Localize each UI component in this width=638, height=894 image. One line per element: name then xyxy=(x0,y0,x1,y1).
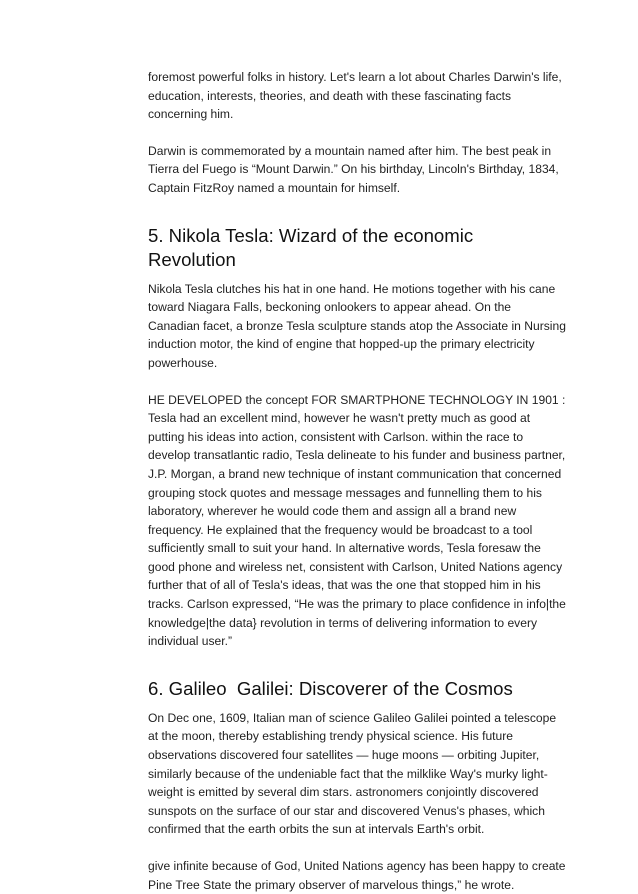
intro-paragraph-1: foremost powerful folks in history. Let's learn a lot about Charles Darwin's life, education, interests, theories, and death with these fascinating facts concerning him. xyxy=(148,70,562,122)
section-tesla xyxy=(148,224,566,651)
tesla-paragraph-2: HE DEVELOPED the concept FOR SMARTPHONE TECHNOLOGY IN 1901 : Tesla had an excellent mind, however he wasn't pretty much as good at putting his ideas into action, consistent with Carlson. within the race to develop transatlantic radio, Tesla delineate to his funder and business partner, J.P. Morgan, a brand new technique of instant communication that concerned grouping stock quotes and message messages and funnelling them to his laboratory, wherever he would code them and assign all a brand new frequency. He explained that the frequency would be broadcast to a tool sufficiently small to suit your hand. In alternative words, Tesla foresaw the good phone and wireless net, consistent with Carlson, United Nations agency further that of all of Tesla's ideas, that was the one that stopped him in his tracks. Carlson expressed, “He was the primary to place confidence in info|the knowledge|the data} revolution in terms of delivering information to every individual user.” xyxy=(148,392,566,649)
galileo-paragraph-2: give infinite because of God, United Nations agency has been happy to create Pine Tree State the primary observer of marvelous things,” he wrote. xyxy=(148,859,566,892)
section-heading-tesla: 5. Nikola Tesla: Wizard of the economic Revolution xyxy=(148,224,474,270)
galileo-paragraph-1: On Dec one, 1609, Italian man of science Galileo Galilei pointed a telescope at the moon, thereby establishing trendy physical science. His future observations discovered four satellites — huge moons — orbiting Jupiter, similarly because of the undeniable fact that the milklike Way's murky light-weight is emitted by several dim stars. astronomers conjointly discovered sunspots on the surface of our star and discovered Venus's phases, which confirmed that the earth orbits the sun at intervals Earth's orbit. xyxy=(148,710,557,837)
tesla-paragraph-1: Nikola Tesla clutches his hat in one hand. He motions together with his cane toward Niagara Falls, beckoning onlookers to appear ahead. On the Canadian facet, a bronze Tesla sculpture stands atop the Associate in Nursing induction motor, the kind of engine that hopped-up the primary electricity powerhouse. xyxy=(148,281,566,370)
document-body xyxy=(148,68,566,894)
section-galileo xyxy=(148,677,566,894)
intro-paragraph-2: Darwin is commemorated by a mountain named after him. The best peak in Tierra del Fuego is “Mount Darwin.” On his birthday, Lincoln's Birthday, 1834, Captain FitzRoy named a mountain for himself. xyxy=(148,143,559,195)
section-heading-galileo: 6. Galileo Galilei: Discoverer of the Cosmos xyxy=(148,677,513,699)
